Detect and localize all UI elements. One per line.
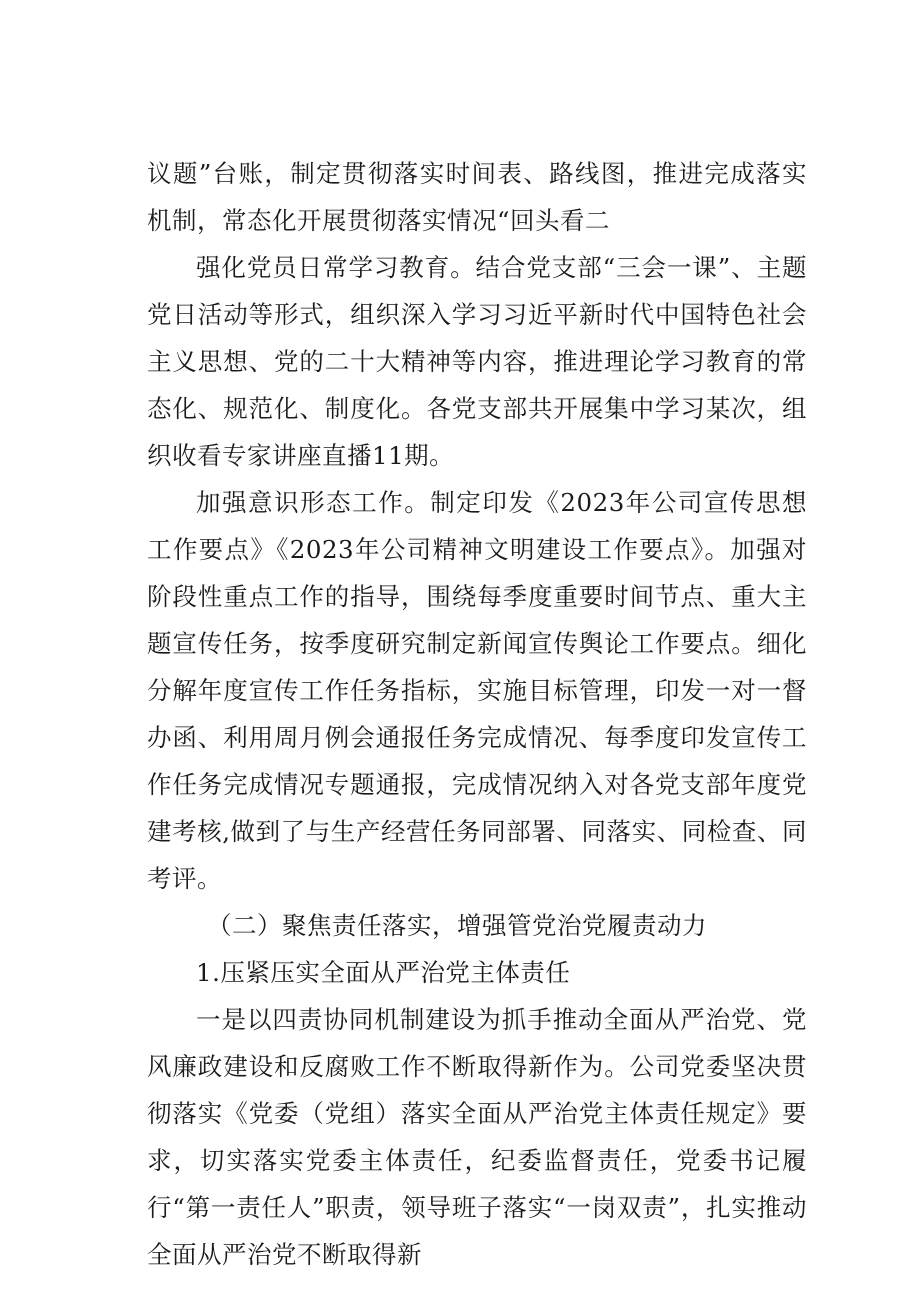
paragraph-ideology-work: 加强意识形态工作。制定印发《2023年公司宣传思想工作要点》《2023年公司精神文明建设工作要点》。加强对阶段性重点工作的指导，围绕每季度重要时间节点、重大主题宣传任务，按季度研究制定新闻宣传舆论工作要点。细化分解年度宣传工作任务指标，实施目标管理，印发一对一督办函、利用周月例会通报任务完成情况、每季度印发宣传工作任务完成情况专题通报，完成情况纳入对各党支部年度党建考核,做到了与生产经营任务同部署、同落实、同检查、同考评。 [147, 488, 807, 893]
document-body [147, 150, 807, 1278]
section-heading: （二）聚焦责任落实，增强管党治党履责动力 [207, 911, 707, 940]
paragraph-responsibility: 一是以四责协同机制建设为抓手推动全面从严治党、党风廉政建设和反腐败工作不断取得新作为。公司党委坚决贯彻落实《党委（党组）落实全面从严治党主体责任规定》要求，切实落实党委主体责任，纪委监督责任，党委书记履行“第一责任人”职责，领导班子落实“一岗双责”，扎实推动全面从严治党不断取得新 [147, 1005, 807, 1269]
subsection-heading: 1.压紧压实全面从严治党主体责任 [196, 958, 571, 987]
paragraph-continuation: 议题”台账，制定贯彻落实时间表、路线图，推进完成落实机制，常态化开展贯彻落实情况“回头看二 [147, 159, 807, 235]
paragraph-study-education: 强化党员日常学习教育。结合党支部“三会一课”、主题党日活动等形式，组织深入学习习近平新时代中国特色社会主义思想、党的二十大精神等内容，推进理论学习教育的常态化、规范化、制度化。各党支部共开展集中学习某次，组织收看专家讲座直播11期。 [147, 253, 807, 470]
